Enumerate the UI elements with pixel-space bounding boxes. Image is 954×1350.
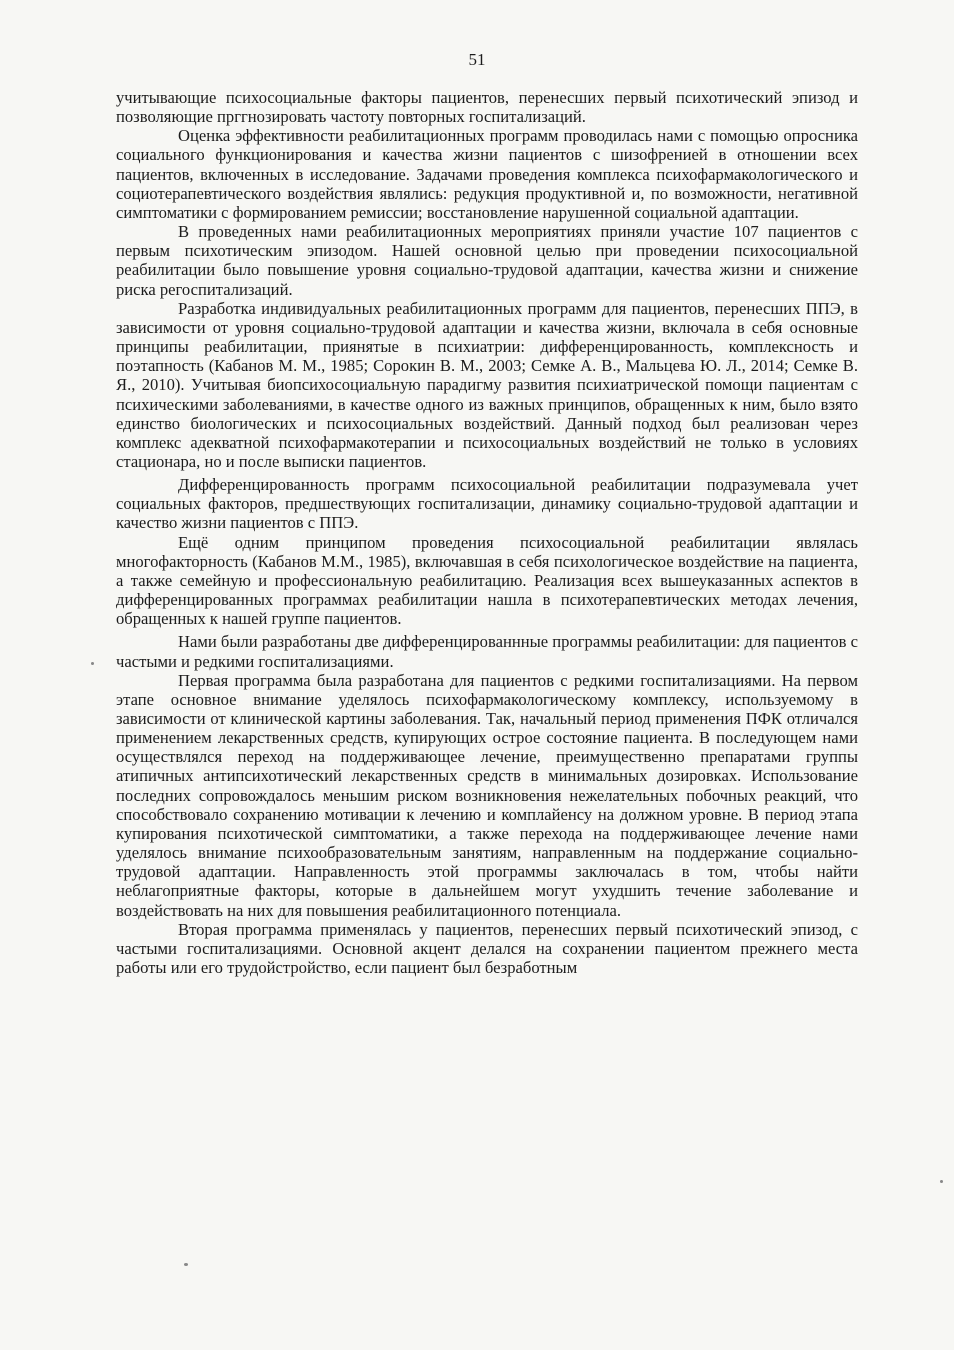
paragraph-8: Первая программа была разработана для пациентов с редкими госпитализациями. На первом этапе основное внимание уделялось психофармакологическому комплексу, используемому в зависимости от клинической картины заболевания. Так, начальный период применения ПФК отличался применением лекарственных средств, купирующих острое состояние пациента. В последующем нами осуществлялся переход на поддерживающее лечение, преимущественно препаратами группы атипичных антипсихотический лекарственных средств в минимальных дозировках. Использование последних сопровождалось меньшим риском возникновения нежелательных побочных реакций, что способствовало сохранению мотивации к лечению и комплайенсу на должном уровне. В период этапа купирования психотической симптоматики, а также перехода на поддерживающее лечение нами уделялось внимание психообразовательным занятиям, направленным на поддержание социально-трудовой адаптации. Направленность этой программы заключалась в том, чтобы найти неблагоприятные факторы, которые в дальнейшем могут ухудшить течение заболевание и воздействовать на них для повышения реабилитационного потенциала. bbox=[116, 670, 858, 920]
paragraph-2: Оценка эффективности реабилитационных программ проводилась нами с помощью опросника социального функционирования и качества жизни пациентов с шизофренией в отношении всех пациентов, включенных в исследование. Задачами проведения комплекса психофармакологического и социотерапевтического воздействия являлись: редукция продуктивной и, по возможности, негативной симптоматики с формированием ремиссии; восстановление нарушенной социальной адаптации. bbox=[116, 126, 858, 222]
paragraph-9: Вторая программа применялась у пациентов, перенесших первый психотический эпизод, с частыми госпитализациями. Основной акцент делался на сохранении пациентом прежнего места работы или его трудойстройство, если пациент был безработным bbox=[116, 919, 858, 978]
paragraph-3: В проведенных нами реабилитационных мероприятиях приняли участие 107 пациентов с первым психотическим эпизодом. Нашей основной целью при проведении психосоциальной реабилитации было повышение уровня социально-трудовой адаптации, качества жизни и снижение риска регоспитализаций. bbox=[116, 222, 858, 299]
scan-speck bbox=[91, 662, 94, 665]
paragraph-6: Ещё одним принципом проведения психосоциальной реабилитации являлась многофакторность (Кабанов М.М., 1985), включавшая в себя психологическое воздействие на пациента, а также семейную и профессиональную реабилитацию. Реализация всех вышеуказанных аспектов в дифференцированных программах реабилитации нашла в психотерапевтических методах лечения, обращенных к нашей группе пациентов. bbox=[116, 532, 858, 629]
paragraph-1: учитывающие психосоциальные факторы пациентов, перенесших первый психотический эпизод и позволяющие прггнозировать частоту повторных госпитализаций. bbox=[116, 88, 858, 127]
paragraph-4: Разработка индивидуальных реабилитационных программ для пациентов, перенесших ППЭ, в зависимости от уровня социально-трудовой адаптации и качества жизни, включала в себя основные принципы реабилитации, приянятые в психиатрии: дифференцированность, комплексность и поэтапность (Кабанов М. М., 1985; Сорокин В. М., 2003; Семке А. В., Мальцева Ю. Л., 2014; Семке В. Я., 2010). Учитывая биопсихосоциальную парадигму развития психиатрической помощи пациентам с психическими заболеваниями, в качестве одного из важных принципов, обращенных к ним, было взято единство биологических и психосоциальных воздействий. Данный подход был реализован через комплекс адекватной психофармакотерапии и психосоциальных воздействий не только в условиях стационара, но и после выписки пациентов. bbox=[116, 298, 858, 471]
scan-speck bbox=[184, 1263, 188, 1266]
paragraph-5: Дифференцированность программ психосоциальной реабилитации подразумевала учет социальных факторов, предшествующих госпитализации, динамику социально-трудовой адаптации и качество жизни пациентов с ППЭ. bbox=[116, 475, 858, 533]
body-text bbox=[116, 88, 858, 977]
page-number: 51 bbox=[468, 50, 486, 69]
paragraph-7: Нами были разработаны две дифференцированнные программы реабилитации: для пациентов с частыми и редкими госпитализациями. bbox=[116, 632, 858, 671]
scan-speck bbox=[940, 1180, 943, 1183]
